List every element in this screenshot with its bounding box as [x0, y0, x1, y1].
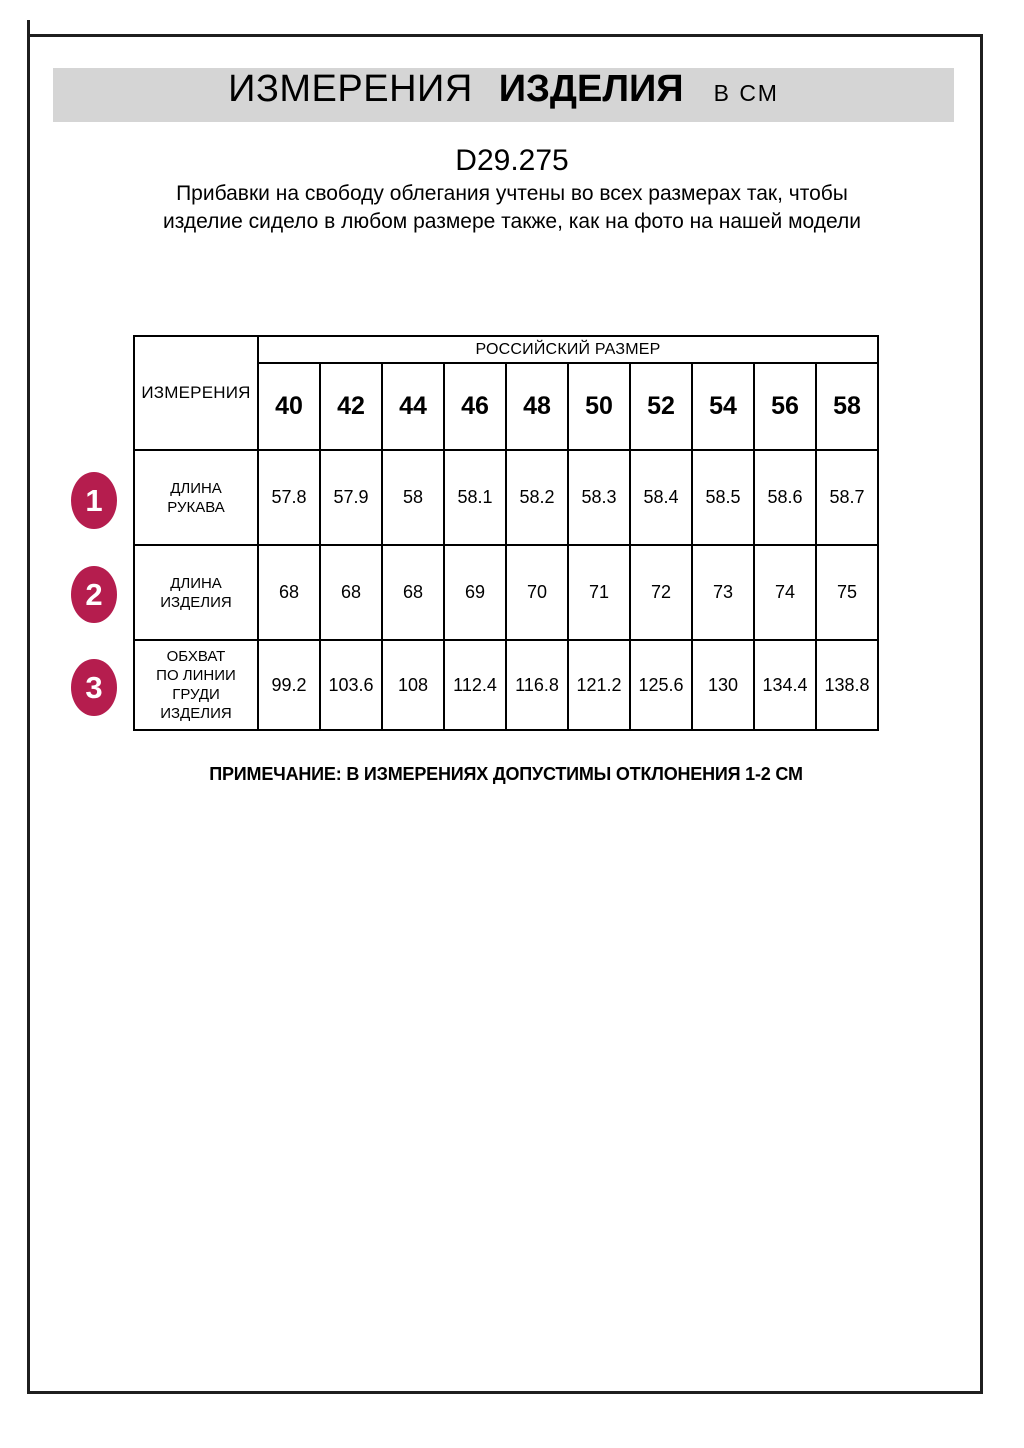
value-cell: 71	[568, 545, 630, 640]
value-cell: 58.6	[754, 450, 816, 545]
value-cell: 69	[444, 545, 506, 640]
model-code: D29.275	[455, 144, 569, 177]
value-cell: 116.8	[506, 640, 568, 730]
value-cell: 75	[816, 545, 878, 640]
size-header-42: 42	[320, 363, 382, 450]
row-badge-2: 2	[71, 566, 117, 623]
value-cell: 68	[382, 545, 444, 640]
note-text: ПРИМЕЧАНИЕ: В ИЗМЕРЕНИЯХ ДОПУСТИМЫ ОТКЛОНЕНИЯ 1-2 СМ	[209, 764, 803, 784]
measurement-label: ДЛИНА РУКАВА	[134, 450, 258, 545]
size-table	[133, 335, 879, 731]
size-header-40: 40	[258, 363, 320, 450]
value-cell: 73	[692, 545, 754, 640]
value-cell: 138.8	[816, 640, 878, 730]
size-header-46: 46	[444, 363, 506, 450]
value-cell: 68	[320, 545, 382, 640]
row-badge-3: 3	[71, 659, 117, 716]
value-cell: 72	[630, 545, 692, 640]
value-cell: 58.7	[816, 450, 878, 545]
size-header-56: 56	[754, 363, 816, 450]
size-header-58: 58	[816, 363, 878, 450]
value-cell: 74	[754, 545, 816, 640]
value-cell: 112.4	[444, 640, 506, 730]
measurement-label: ОБХВАТ ПО ЛИНИИ ГРУДИ ИЗДЕЛИЯ	[134, 640, 258, 730]
size-group-row	[134, 336, 878, 363]
table-row-sleeve-length	[134, 450, 878, 545]
value-cell: 125.6	[630, 640, 692, 730]
size-header-54: 54	[692, 363, 754, 450]
value-cell: 134.4	[754, 640, 816, 730]
value-cell: 68	[258, 545, 320, 640]
value-cell: 130	[692, 640, 754, 730]
value-cell: 58.5	[692, 450, 754, 545]
value-cell: 70	[506, 545, 568, 640]
value-cell: 58	[382, 450, 444, 545]
value-cell: 58.4	[630, 450, 692, 545]
measurement-label: ДЛИНА ИЗДЕЛИЯ	[134, 545, 258, 640]
table-row-chest-girth	[134, 640, 878, 730]
value-cell: 58.2	[506, 450, 568, 545]
size-header-44: 44	[382, 363, 444, 450]
value-cell: 57.8	[258, 450, 320, 545]
size-header-48: 48	[506, 363, 568, 450]
title-word-izdeliya: ИЗДЕЛИЯ	[498, 68, 684, 110]
row-badge-1: 1	[71, 472, 117, 529]
value-cell: 103.6	[320, 640, 382, 730]
size-header-52: 52	[630, 363, 692, 450]
description-text: Прибавки на свободу облегания учтены во всех размерах так, чтобы изделие сидело в любом размере также, как на фото на нашей модели	[163, 182, 861, 233]
value-cell: 58.3	[568, 450, 630, 545]
title-word-izmereniya: ИЗМЕРЕНИЯ	[228, 68, 473, 110]
value-cell: 57.9	[320, 450, 382, 545]
value-cell: 108	[382, 640, 444, 730]
value-cell: 121.2	[568, 640, 630, 730]
size-header-50: 50	[568, 363, 630, 450]
value-cell: 99.2	[258, 640, 320, 730]
title-unit-cm: В СМ	[713, 80, 779, 106]
value-cell: 58.1	[444, 450, 506, 545]
size-group-header: РОССИЙСКИЙ РАЗМЕР	[258, 336, 878, 363]
table-row-product-length	[134, 545, 878, 640]
title-bar	[53, 68, 954, 122]
measurements-column-header: ИЗМЕРЕНИЯ	[134, 336, 258, 450]
